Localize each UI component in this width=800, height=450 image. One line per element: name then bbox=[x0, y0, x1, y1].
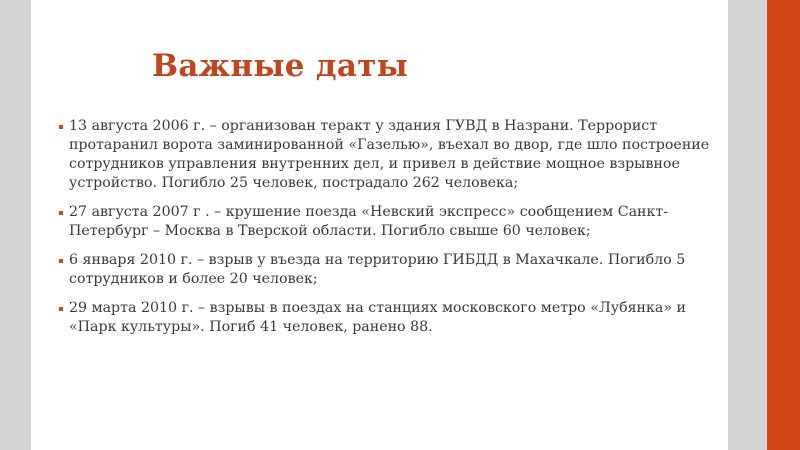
bullet-text: 13 августа 2006 г. – организован теракт у здания ГУВД в Назрани. Террорист протаранил ворота заминированной «Газелью», въехал во двор, где шло построение сотрудников управления внутренних дел, и привел в действие мощное взрывное устройство. Погибло 25 человек, пострадало 262 человека; bbox=[69, 118, 710, 191]
bullet-text: 27 августа 2007 г . – крушение поезда «Невский экспресс» сообщением Санкт-Петербург – Москва в Тверской области. Погибло свыше 60 человек; bbox=[69, 204, 669, 239]
bullet-list bbox=[59, 117, 719, 347]
bullet-text: 6 января 2010 г. – взрыв у въезда на территорию ГИБДД в Махачкале. Погибло 5 сотрудников и более 20 человек; bbox=[69, 252, 686, 287]
bullet-marker-icon bbox=[59, 307, 63, 311]
bullet-marker-icon bbox=[59, 211, 63, 215]
bullet-item bbox=[59, 203, 719, 241]
slide-title: Важные даты bbox=[151, 48, 409, 84]
accent-bar bbox=[767, 0, 800, 450]
bullet-text: 29 марта 2010 г. – взрывы в поездах на станциях московского метро «Лубянка» и «Парк культуры». Погиб 41 человек, ранено 88. bbox=[69, 300, 686, 335]
bullet-item bbox=[59, 117, 719, 193]
bullet-item bbox=[59, 299, 719, 337]
bullet-item bbox=[59, 251, 719, 289]
bullet-marker-icon bbox=[59, 259, 63, 263]
bullet-marker-icon bbox=[59, 125, 63, 129]
